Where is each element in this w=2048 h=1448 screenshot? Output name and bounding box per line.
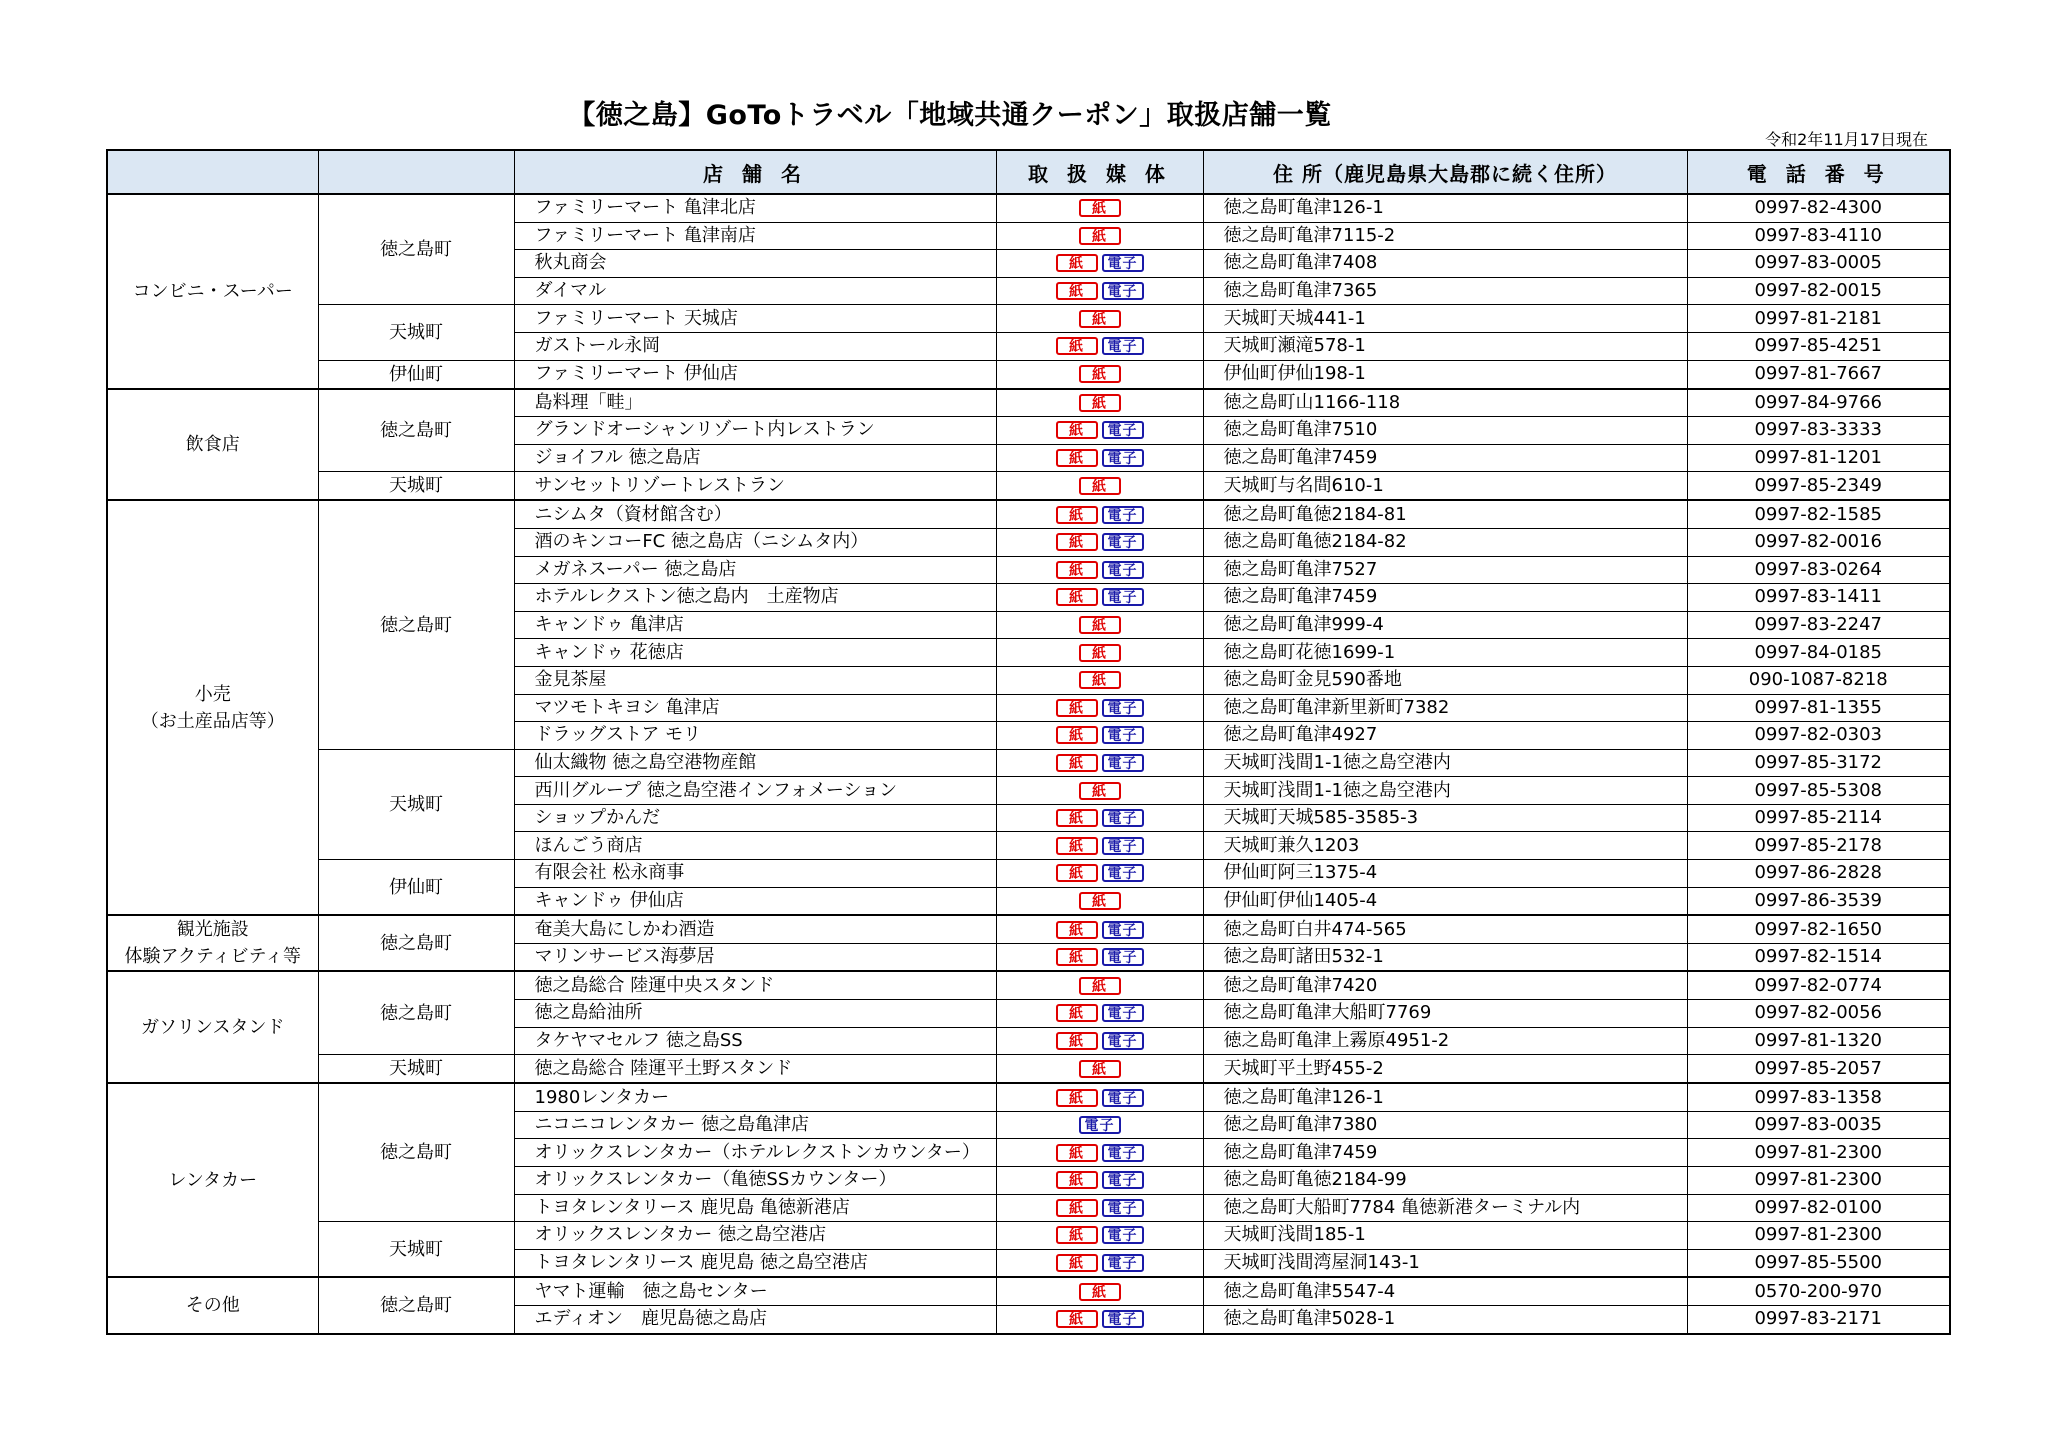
- paper-coupon-badge: 紙: [1079, 977, 1121, 995]
- store-name: ほんごう商店: [514, 832, 996, 860]
- electronic-coupon-badge: 電子: [1102, 282, 1144, 300]
- electronic-coupon-badge: 電子: [1102, 533, 1144, 551]
- store-address: 徳之島町亀徳2184-81: [1203, 500, 1687, 528]
- table-row: [107, 1083, 1950, 1111]
- electronic-coupon-badge: 電子: [1102, 1226, 1144, 1244]
- paper-coupon-badge: 紙: [1056, 588, 1098, 606]
- store-name: ニシムタ（資材館含む）: [514, 500, 996, 528]
- electronic-coupon-badge: 電子: [1102, 1004, 1144, 1022]
- town-cell: 徳之島町: [318, 194, 514, 305]
- store-name: オリックスレンタカー 徳之島空港店: [514, 1222, 996, 1250]
- header-store-name: 店 舗 名: [514, 150, 996, 194]
- electronic-coupon-badge: 電子: [1102, 588, 1144, 606]
- town-cell: 徳之島町: [318, 915, 514, 971]
- store-address: 徳之島町山1166-118: [1203, 389, 1687, 417]
- media-cell: [996, 222, 1203, 250]
- store-tel: 0997-81-2181: [1687, 305, 1950, 333]
- store-tel: 0997-83-2171: [1687, 1305, 1950, 1333]
- store-name: トヨタレンタリース 鹿児島 徳之島空港店: [514, 1249, 996, 1277]
- store-name: マツモトキヨシ 亀津店: [514, 694, 996, 722]
- paper-coupon-badge: 紙: [1079, 227, 1121, 245]
- store-tel: 0997-82-1650: [1687, 915, 1950, 943]
- store-tel: 0997-84-9766: [1687, 389, 1950, 417]
- category-cell: コンビニ・スーパー: [107, 194, 318, 389]
- media-cell: [996, 500, 1203, 528]
- store-address: 徳之島町亀徳2184-99: [1203, 1167, 1687, 1195]
- store-name: 仙太織物 徳之島空港物産館: [514, 749, 996, 777]
- electronic-coupon-badge: 電子: [1102, 809, 1144, 827]
- category-cell: 小売 （お土産品店等）: [107, 500, 318, 915]
- paper-coupon-badge: 紙: [1079, 1283, 1121, 1301]
- store-address: 天城町天城585-3585-3: [1203, 804, 1687, 832]
- paper-coupon-badge: 紙: [1056, 282, 1098, 300]
- store-name: トヨタレンタリース 鹿児島 亀徳新港店: [514, 1194, 996, 1222]
- electronic-coupon-badge: 電子: [1102, 864, 1144, 882]
- media-cell: [996, 1111, 1203, 1139]
- media-cell: [996, 360, 1203, 389]
- table-row: [107, 305, 1950, 333]
- table-row: [107, 971, 1950, 999]
- town-cell: 伊仙町: [318, 360, 514, 389]
- paper-coupon-badge: 紙: [1079, 782, 1121, 800]
- store-name: オリックスレンタカー（ホテルレクストンカウンター）: [514, 1139, 996, 1167]
- store-tel: 0997-83-0035: [1687, 1111, 1950, 1139]
- store-name: 酒のキンコーFC 徳之島店（ニシムタ内）: [514, 528, 996, 556]
- town-cell: 徳之島町: [318, 500, 514, 749]
- store-address: 徳之島町亀津7380: [1203, 1111, 1687, 1139]
- store-tel: 0997-84-0185: [1687, 639, 1950, 667]
- store-name: 1980レンタカー: [514, 1083, 996, 1111]
- paper-coupon-badge: 紙: [1056, 533, 1098, 551]
- electronic-coupon-badge: 電子: [1102, 699, 1144, 717]
- store-address: 徳之島町諸田532-1: [1203, 943, 1687, 971]
- town-cell: 伊仙町: [318, 860, 514, 916]
- header-town: [318, 150, 514, 194]
- store-address: 天城町浅間湾屋洞143-1: [1203, 1249, 1687, 1277]
- paper-coupon-badge: 紙: [1056, 1199, 1098, 1217]
- media-cell: [996, 943, 1203, 971]
- paper-coupon-badge: 紙: [1079, 477, 1121, 495]
- paper-coupon-badge: 紙: [1056, 921, 1098, 939]
- media-cell: [996, 528, 1203, 556]
- category-cell: 観光施設 体験アクティビティ等: [107, 915, 318, 971]
- store-address: 徳之島町亀津7459: [1203, 1139, 1687, 1167]
- media-cell: [996, 915, 1203, 943]
- category-cell: レンタカー: [107, 1083, 318, 1277]
- media-cell: [996, 860, 1203, 888]
- store-name: 島料理「畦」: [514, 389, 996, 417]
- paper-coupon-badge: 紙: [1056, 254, 1098, 272]
- store-tel: 0997-83-0005: [1687, 250, 1950, 278]
- store-address: 徳之島町亀津7408: [1203, 250, 1687, 278]
- paper-coupon-badge: 紙: [1079, 671, 1121, 689]
- store-tel: 0997-82-0015: [1687, 277, 1950, 305]
- town-cell: 天城町: [318, 1222, 514, 1278]
- media-cell: [996, 250, 1203, 278]
- store-tel: 0997-83-0264: [1687, 556, 1950, 584]
- store-tel: 0997-83-3333: [1687, 417, 1950, 445]
- paper-coupon-badge: 紙: [1056, 1254, 1098, 1272]
- table-row: [107, 860, 1950, 888]
- store-address: 徳之島町亀津7510: [1203, 417, 1687, 445]
- store-address: 天城町浅間1-1徳之島空港内: [1203, 777, 1687, 805]
- store-address: 徳之島町亀津7420: [1203, 971, 1687, 999]
- electronic-coupon-badge: 電子: [1102, 337, 1144, 355]
- media-cell: [996, 1000, 1203, 1028]
- store-address: 徳之島町亀津7115-2: [1203, 222, 1687, 250]
- electronic-coupon-badge: 電子: [1102, 921, 1144, 939]
- media-cell: [996, 305, 1203, 333]
- store-tel: 0997-85-5500: [1687, 1249, 1950, 1277]
- store-address: 徳之島町亀津7459: [1203, 444, 1687, 472]
- store-address: 天城町与名間610-1: [1203, 472, 1687, 501]
- store-address: 天城町浅間1-1徳之島空港内: [1203, 749, 1687, 777]
- category-cell: 飲食店: [107, 389, 318, 501]
- store-tel: 0997-81-2300: [1687, 1139, 1950, 1167]
- store-tel: 0997-85-2349: [1687, 472, 1950, 501]
- store-tel: 0997-86-3539: [1687, 887, 1950, 915]
- store-tel: 0997-83-4110: [1687, 222, 1950, 250]
- media-cell: [996, 832, 1203, 860]
- paper-coupon-badge: 紙: [1056, 754, 1098, 772]
- media-cell: [996, 666, 1203, 694]
- store-tel: 0997-86-2828: [1687, 860, 1950, 888]
- store-tel: 0997-82-0303: [1687, 722, 1950, 750]
- store-name: 徳之島総合 陸運中央スタンド: [514, 971, 996, 999]
- media-cell: [996, 722, 1203, 750]
- store-name: ヤマト運輸 徳之島センター: [514, 1277, 996, 1305]
- store-address: 徳之島町亀津4927: [1203, 722, 1687, 750]
- electronic-coupon-badge: 電子: [1102, 726, 1144, 744]
- town-cell: 天城町: [318, 1055, 514, 1084]
- store-address: 徳之島町亀津126-1: [1203, 1083, 1687, 1111]
- store-name: ダイマル: [514, 277, 996, 305]
- store-tel: 090-1087-8218: [1687, 666, 1950, 694]
- store-tel: 0997-85-2178: [1687, 832, 1950, 860]
- header-media: 取 扱 媒 体: [996, 150, 1203, 194]
- store-tel: 0997-82-4300: [1687, 194, 1950, 222]
- store-name: ホテルレクストン徳之島内 土産物店: [514, 584, 996, 612]
- store-address: 天城町天城441-1: [1203, 305, 1687, 333]
- media-cell: [996, 417, 1203, 445]
- store-address: 徳之島町亀津999-4: [1203, 611, 1687, 639]
- store-address: 徳之島町亀津上霧原4951-2: [1203, 1027, 1687, 1055]
- paper-coupon-badge: 紙: [1056, 449, 1098, 467]
- table-row: [107, 1222, 1950, 1250]
- store-address: 天城町瀬滝578-1: [1203, 332, 1687, 360]
- paper-coupon-badge: 紙: [1056, 837, 1098, 855]
- paper-coupon-badge: 紙: [1056, 1089, 1098, 1107]
- store-address: 徳之島町亀津新里新町7382: [1203, 694, 1687, 722]
- media-cell: [996, 1194, 1203, 1222]
- electronic-coupon-badge: 電子: [1102, 1171, 1144, 1189]
- store-name: ファミリーマート 天城店: [514, 305, 996, 333]
- media-cell: [996, 556, 1203, 584]
- paper-coupon-badge: 紙: [1056, 506, 1098, 524]
- media-cell: [996, 1167, 1203, 1195]
- store-name: ドラッグストア モリ: [514, 722, 996, 750]
- table-row: [107, 360, 1950, 389]
- store-name: キャンドゥ 花徳店: [514, 639, 996, 667]
- town-cell: 徳之島町: [318, 1277, 514, 1333]
- paper-coupon-badge: 紙: [1079, 616, 1121, 634]
- paper-coupon-badge: 紙: [1079, 644, 1121, 662]
- store-tel: 0997-85-2057: [1687, 1055, 1950, 1084]
- page-title: 【徳之島】GoToトラベル「地域共通クーポン」取扱店舗一覧: [568, 100, 1332, 131]
- media-cell: [996, 804, 1203, 832]
- paper-coupon-badge: 紙: [1056, 1171, 1098, 1189]
- media-cell: [996, 1249, 1203, 1277]
- paper-coupon-badge: 紙: [1056, 421, 1098, 439]
- media-cell: [996, 1083, 1203, 1111]
- media-cell: [996, 444, 1203, 472]
- electronic-coupon-badge: 電子: [1102, 449, 1144, 467]
- media-cell: [996, 639, 1203, 667]
- paper-coupon-badge: 紙: [1056, 809, 1098, 827]
- town-cell: 天城町: [318, 305, 514, 360]
- media-cell: [996, 887, 1203, 915]
- store-address: 伊仙町阿三1375-4: [1203, 860, 1687, 888]
- store-address: 徳之島町亀津5547-4: [1203, 1277, 1687, 1305]
- store-address: 天城町平土野455-2: [1203, 1055, 1687, 1084]
- store-address: 徳之島町亀津大船町7769: [1203, 1000, 1687, 1028]
- electronic-coupon-badge: 電子: [1102, 254, 1144, 272]
- store-tel: 0997-85-3172: [1687, 749, 1950, 777]
- media-cell: [996, 694, 1203, 722]
- media-cell: [996, 1139, 1203, 1167]
- table-row: [107, 472, 1950, 501]
- media-cell: [996, 1222, 1203, 1250]
- store-name: キャンドゥ 亀津店: [514, 611, 996, 639]
- town-cell: 天城町: [318, 749, 514, 859]
- store-address: 徳之島町白井474-565: [1203, 915, 1687, 943]
- store-address: 天城町浅間185-1: [1203, 1222, 1687, 1250]
- store-tel: 0997-85-4251: [1687, 332, 1950, 360]
- town-cell: 徳之島町: [318, 1083, 514, 1221]
- table-row: [107, 1277, 1950, 1305]
- store-address: 徳之島町亀津126-1: [1203, 194, 1687, 222]
- store-name: 徳之島総合 陸運平土野スタンド: [514, 1055, 996, 1084]
- media-cell: [996, 1055, 1203, 1084]
- store-address: 徳之島町亀津5028-1: [1203, 1305, 1687, 1333]
- town-cell: 徳之島町: [318, 971, 514, 1054]
- paper-coupon-badge: 紙: [1056, 1226, 1098, 1244]
- store-address: 伊仙町伊仙198-1: [1203, 360, 1687, 389]
- store-name: マリンサービス海夢居: [514, 943, 996, 971]
- store-tel: 0570-200-970: [1687, 1277, 1950, 1305]
- media-cell: [996, 1277, 1203, 1305]
- media-cell: [996, 1027, 1203, 1055]
- store-tel: 0997-82-0016: [1687, 528, 1950, 556]
- store-tel: 0997-81-1320: [1687, 1027, 1950, 1055]
- paper-coupon-badge: 紙: [1079, 1060, 1121, 1078]
- store-address: 徳之島町亀津7365: [1203, 277, 1687, 305]
- store-tel: 0997-82-0056: [1687, 1000, 1950, 1028]
- electronic-coupon-badge: 電子: [1102, 1199, 1144, 1217]
- store-name: ジョイフル 徳之島店: [514, 444, 996, 472]
- paper-coupon-badge: 紙: [1056, 561, 1098, 579]
- electronic-coupon-badge: 電子: [1102, 506, 1144, 524]
- store-tel: 0997-81-1201: [1687, 444, 1950, 472]
- store-table: [106, 149, 1951, 1335]
- category-cell: その他: [107, 1277, 318, 1333]
- category-cell: ガソリンスタンド: [107, 971, 318, 1083]
- store-address: 徳之島町亀津7527: [1203, 556, 1687, 584]
- store-tel: 0997-81-1355: [1687, 694, 1950, 722]
- store-tel: 0997-82-0100: [1687, 1194, 1950, 1222]
- store-name: ファミリーマート 亀津北店: [514, 194, 996, 222]
- store-tel: 0997-82-0774: [1687, 971, 1950, 999]
- store-address: 徳之島町金見590番地: [1203, 666, 1687, 694]
- paper-coupon-badge: 紙: [1056, 699, 1098, 717]
- electronic-coupon-badge: 電子: [1102, 1032, 1144, 1050]
- media-cell: [996, 194, 1203, 222]
- paper-coupon-badge: 紙: [1056, 948, 1098, 966]
- electronic-coupon-badge: 電子: [1102, 561, 1144, 579]
- table-row: [107, 915, 1950, 943]
- store-name: ショップかんだ: [514, 804, 996, 832]
- paper-coupon-badge: 紙: [1079, 199, 1121, 217]
- store-tel: 0997-81-7667: [1687, 360, 1950, 389]
- store-address: 徳之島町大船町7784 亀徳新港ターミナル内: [1203, 1194, 1687, 1222]
- store-name: ファミリーマート 伊仙店: [514, 360, 996, 389]
- electronic-coupon-badge: 電子: [1102, 948, 1144, 966]
- store-tel: 0997-82-1514: [1687, 943, 1950, 971]
- store-name: 有限会社 松永商事: [514, 860, 996, 888]
- store-name: キャンドゥ 伊仙店: [514, 887, 996, 915]
- electronic-coupon-badge: 電子: [1102, 1254, 1144, 1272]
- table-row: [107, 500, 1950, 528]
- store-name: ガストール永岡: [514, 332, 996, 360]
- electronic-coupon-badge: 電子: [1102, 421, 1144, 439]
- paper-coupon-badge: 紙: [1079, 892, 1121, 910]
- paper-coupon-badge: 紙: [1056, 1004, 1098, 1022]
- header-category: [107, 150, 318, 194]
- store-tel: 0997-83-1411: [1687, 584, 1950, 612]
- electronic-coupon-badge: 電子: [1079, 1116, 1121, 1134]
- media-cell: [996, 332, 1203, 360]
- store-name: グランドオーシャンリゾート内レストラン: [514, 417, 996, 445]
- paper-coupon-badge: 紙: [1056, 726, 1098, 744]
- electronic-coupon-badge: 電子: [1102, 1089, 1144, 1107]
- store-address: 徳之島町亀徳2184-82: [1203, 528, 1687, 556]
- media-cell: [996, 472, 1203, 501]
- store-tel: 0997-81-2300: [1687, 1167, 1950, 1195]
- store-tel: 0997-83-2247: [1687, 611, 1950, 639]
- media-cell: [996, 584, 1203, 612]
- media-cell: [996, 277, 1203, 305]
- paper-coupon-badge: 紙: [1079, 394, 1121, 412]
- store-name: 秋丸商会: [514, 250, 996, 278]
- paper-coupon-badge: 紙: [1079, 310, 1121, 328]
- paper-coupon-badge: 紙: [1056, 1310, 1098, 1328]
- store-tel: 0997-85-5308: [1687, 777, 1950, 805]
- table-header-row: [107, 150, 1950, 194]
- paper-coupon-badge: 紙: [1056, 1144, 1098, 1162]
- store-name: 金見茶屋: [514, 666, 996, 694]
- store-name: メガネスーパー 徳之島店: [514, 556, 996, 584]
- table-row: [107, 1055, 1950, 1084]
- paper-coupon-badge: 紙: [1056, 864, 1098, 882]
- town-cell: 天城町: [318, 472, 514, 501]
- store-name: ニコニコレンタカー 徳之島亀津店: [514, 1111, 996, 1139]
- electronic-coupon-badge: 電子: [1102, 1310, 1144, 1328]
- table-row: [107, 389, 1950, 417]
- paper-coupon-badge: 紙: [1056, 1032, 1098, 1050]
- store-name: オリックスレンタカー（亀徳SSカウンター）: [514, 1167, 996, 1195]
- store-name: 奄美大島にしかわ酒造: [514, 915, 996, 943]
- as-of-date: 令和2年11月17日現在: [1765, 130, 1928, 149]
- table-row: [107, 194, 1950, 222]
- media-cell: [996, 749, 1203, 777]
- store-address: 天城町兼久1203: [1203, 832, 1687, 860]
- store-name: エディオン 鹿児島徳之島店: [514, 1305, 996, 1333]
- town-cell: 徳之島町: [318, 389, 514, 472]
- media-cell: [996, 777, 1203, 805]
- electronic-coupon-badge: 電子: [1102, 1144, 1144, 1162]
- store-name: サンセットリゾートレストラン: [514, 472, 996, 501]
- store-name: 徳之島給油所: [514, 1000, 996, 1028]
- paper-coupon-badge: 紙: [1056, 337, 1098, 355]
- store-tel: 0997-83-1358: [1687, 1083, 1950, 1111]
- paper-coupon-badge: 紙: [1079, 365, 1121, 383]
- media-cell: [996, 389, 1203, 417]
- media-cell: [996, 611, 1203, 639]
- media-cell: [996, 1305, 1203, 1333]
- electronic-coupon-badge: 電子: [1102, 754, 1144, 772]
- electronic-coupon-badge: 電子: [1102, 837, 1144, 855]
- header-tel: 電 話 番 号: [1687, 150, 1950, 194]
- table-row: [107, 749, 1950, 777]
- store-tel: 0997-81-2300: [1687, 1222, 1950, 1250]
- header-address: 住 所（鹿児島県大島郡に続く住所）: [1203, 150, 1687, 194]
- store-address: 伊仙町伊仙1405-4: [1203, 887, 1687, 915]
- store-name: 西川グループ 徳之島空港インフォメーション: [514, 777, 996, 805]
- store-name: タケヤマセルフ 徳之島SS: [514, 1027, 996, 1055]
- store-address: 徳之島町亀津7459: [1203, 584, 1687, 612]
- store-name: ファミリーマート 亀津南店: [514, 222, 996, 250]
- media-cell: [996, 971, 1203, 999]
- store-tel: 0997-82-1585: [1687, 500, 1950, 528]
- store-tel: 0997-85-2114: [1687, 804, 1950, 832]
- store-address: 徳之島町花徳1699-1: [1203, 639, 1687, 667]
